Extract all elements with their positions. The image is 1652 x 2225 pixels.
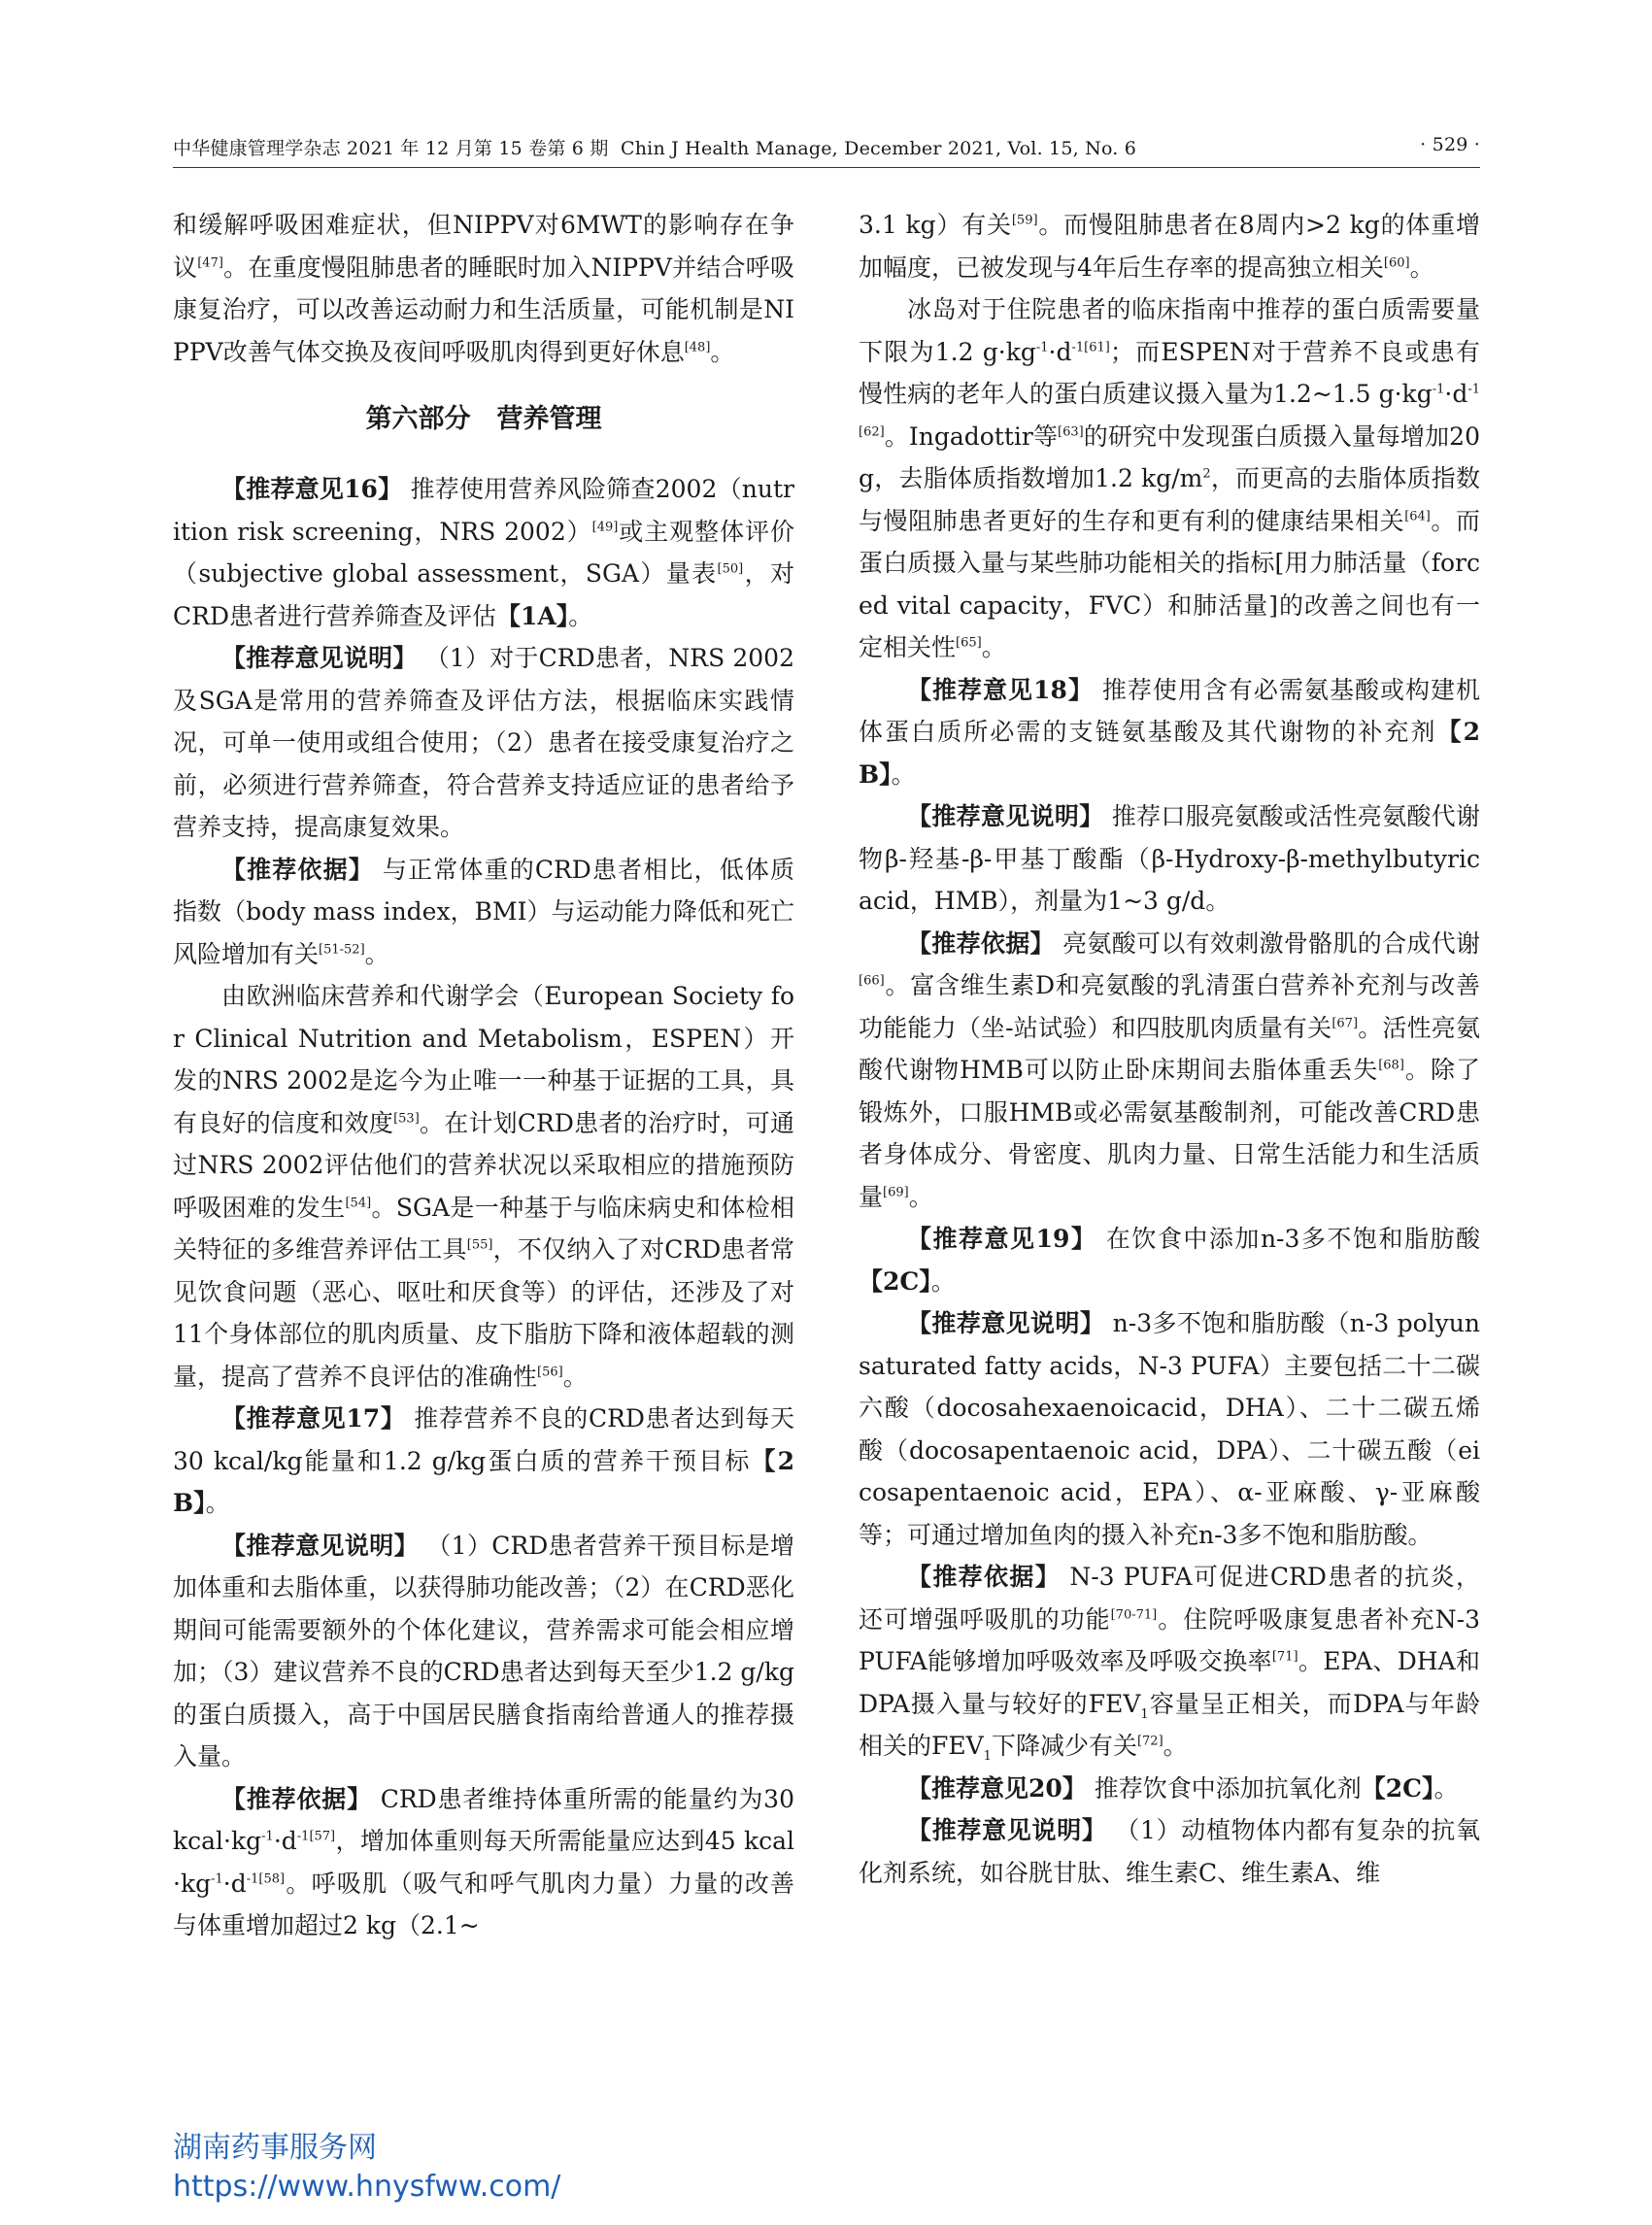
recommendation-label: 【推荐意见16】	[221, 475, 403, 503]
section-title: 第六部分 营养管理	[365, 404, 602, 434]
recommendation-basis: 【推荐依据】 CRD患者维持体重所需的能量约为30 $kcal\cdot kg^{-1}\cdot d^{-1[57]}$，增加体重则每天所需能量应达到45 $kcal\cdot kg^{-1}\cdot d^{-1[58]}$。呼吸肌（吸气和呼气肌肉力量）力量的改善与体重增加超过2 kg（2.1~	[173, 1784, 794, 1939]
recommendation-19: 【推荐意见19】 在饮食中添加n-3多不饱和脂肪酸【2C】。	[859, 1225, 1480, 1296]
recommendation-label: 【推荐意见17】	[221, 1404, 406, 1433]
paragraph: 冰岛对于住院患者的临床指南中推荐的蛋白质需要量下限为1.2 $g\cdot kg^{-1}\cdot d^{-1[61]}$；而ESPEN对于营养不良或患有慢性病的老年人的蛋白质建议摄入量为1.2~1.5 $g\cdot kg^{-1}\cdot d^{-1[62]}$。Ingadottir等[63]的研究中发现蛋白质摄入量每增加20g，去脂体质指数增加1.2 $kg/m^2$，而更高的去脂体质指数与慢阻肺患者更好的生存和更有利的健康结果相关[64]。而蛋白质摄入量与某些肺功能相关的指标[用力肺活量（forced vital capacity，FVC）和肺活量]的改善之间也有一定相关性[65]。	[859, 295, 1480, 661]
citation: [48]	[684, 340, 711, 355]
citation: [66]	[859, 973, 885, 989]
recommendation-18: 【推荐意见18】 推荐使用含有必需氨基酸或构建机体蛋白质所必需的支链氨基酸及其代谢物的补充剂【2B】。	[859, 675, 1480, 789]
journal-name-cn: 中华健康管理学杂志 2021 年 12 月第 15 卷第 6 期	[173, 138, 609, 159]
citation: -1[58]	[246, 1871, 286, 1887]
citation: [55]	[466, 1237, 493, 1253]
page-number: · 529 ·	[1420, 134, 1480, 155]
citation: [53]	[393, 1111, 420, 1127]
recommendation-16: 【推荐意见16】 推荐使用营养风险筛查2002（nutrition risk screening，NRS 2002）[49]或主观整体评价（subjective global assessment，SGA）量表[50]，对CRD患者进行营养筛查及评估【1A】。	[173, 475, 794, 630]
citation: [71]	[1271, 1649, 1298, 1665]
evidence-grade: 【1A】	[496, 601, 569, 630]
header-rule	[173, 167, 1480, 168]
recommendation-label: 【推荐依据】	[221, 1784, 372, 1813]
recommendation-note: 【推荐意见说明】 （1）CRD患者营养干预目标是增加体重和去脂体重，以获得肺功能改善；（2）在CRD恶化期间可能需要额外的个体化建议，营养需求可能会相应增加；（3）建议营养不良的CRD患者达到每天至少1.2 g/kg的蛋白质摄入，高于中国居民膳食指南给普通人的推荐摄入量。	[173, 1531, 795, 1770]
citation: [69]	[883, 1185, 909, 1200]
citation: [72]	[1136, 1734, 1163, 1749]
citation: [50]	[717, 561, 744, 577]
recommendation-label: 【推荐意见说明】	[907, 1816, 1107, 1844]
journal-name-en: Chin J Health Manage, December 2021, Vol. 15, No. 6	[621, 138, 1137, 159]
recommendation-note: 【推荐意见说明】 推荐口服亮氨酸或活性亮氨酸代谢物β-羟基-β-甲基丁酸酯（β-Hydroxy-β-methylbutyric acid，HMB），剂量为1~3 g/d。	[859, 802, 1480, 915]
recommendation-basis: 【推荐依据】 亮氨酸可以有效刺激骨骼肌的合成代谢[66]。富含维生素D和亮氨酸的乳清蛋白营养补充剂与改善功能能力（坐-站试验）和四肢肌肉质量有关[67]。活性亮氨酸代谢物HMB可以防止卧床期间去脂体重丢失[68]。除了锻炼外，口服HMB或必需氨基酸制剂，可能改善CRD患者身体成分、骨密度、肌肉力量、日常生活能力和生活质量[69]。	[859, 928, 1480, 1211]
citation: [68]	[1378, 1058, 1404, 1073]
recommendation-note: 【推荐意见说明】 （1）动植物体内都有复杂的抗氧化剂系统，如谷胱甘肽、维生素C、维生素A、维	[859, 1816, 1480, 1887]
recommendation-basis: 【推荐依据】 N-3 PUFA可促进CRD患者的抗炎，还可增强呼吸肌的功能[70-71]。住院呼吸康复患者补充N-3 PUFA能够增加呼吸效率及呼吸交换率[71]。EPA、DHA和DPA摄入量与较好的$FEV_1$容量呈正相关，而DPA与年龄相关的$FEV_1$下降减少有关[72]。	[859, 1563, 1480, 1764]
paragraph: 由欧洲临床营养和代谢学会（European Society for Clinical Nutrition and Metabolism，ESPEN）开发的NRS 2002是迄今为止唯一一种基于证据的工具，具有良好的信度和效度[53]。在计划CRD患者的治疗时，可通过NRS 2002评估他们的营养状况以采取相应的措施预防呼吸困难的发生[54]。SGA是一种基于与临床病史和体检相关特征的多维营养评估工具[55]，不仅纳入了对CRD患者常见饮食问题（恶心、呕吐和厌食等）的评估，还涉及了对11个身体部位的肌肉质量、皮下脂肪下降和液体超载的测量，提高了营养不良评估的准确性[56]。	[173, 982, 794, 1391]
evidence-grade: 【2C】	[859, 1266, 931, 1296]
evidence-grade: 【2C】	[1361, 1773, 1434, 1803]
watermark-site-name: 湖南药事服务网	[173, 2131, 377, 2165]
citation: [64]	[1404, 509, 1431, 524]
paragraph: 3.1 kg）有关[59]。而慢阻肺患者在8周内>2 kg的体重增加幅度，已被发现与4年后生存率的提高独立相关[60]。	[859, 211, 1481, 282]
recommendation-label: 【推荐意见20】	[907, 1773, 1087, 1803]
recommendation-basis: 【推荐依据】 与正常体重的CRD患者相比，低体质指数（body mass index，BMI）与运动能力降低和死亡风险增加有关[51-52]。	[173, 855, 794, 968]
watermark-url[interactable]: https://www.hnysfww.com/	[173, 2170, 561, 2204]
citation: -1[57]	[296, 1829, 336, 1844]
citation: [51-52]	[319, 942, 365, 958]
citation: [63]	[1058, 424, 1084, 440]
citation: -1[61]	[1071, 340, 1110, 355]
journal-citation	[173, 134, 1136, 160]
citation: -1[62]	[859, 382, 1480, 440]
recommendation-label: 【推荐意见说明】	[907, 802, 1104, 830]
right-column	[859, 204, 1480, 1894]
recommendation-note: 【推荐意见说明】 n-3多不饱和脂肪酸（n-3 polyunsaturated fatty acids，N-3 PUFA）主要包括二十二碳六酸（docosahexaenoicacid，DHA）、二十二碳五烯酸（docosapentaenoic acid，DPA）、二十碳五酸（eicosapentaenoic acid，EPA）、α-亚麻酸、γ-亚麻酸等；可通过增加鱼肉的摄入补充n-3多不饱和脂肪酸。	[859, 1309, 1480, 1549]
evidence-grade: 【2B】	[859, 718, 1480, 789]
recommendation-label: 【推荐依据】	[907, 928, 1055, 958]
citation: [47]	[197, 255, 223, 271]
running-header	[173, 134, 1480, 167]
evidence-grade: 【2B】	[173, 1446, 794, 1517]
citation: [65]	[956, 635, 982, 651]
recommendation-label: 【推荐意见说明】	[221, 644, 418, 672]
recommendation-label: 【推荐依据】	[221, 855, 374, 884]
left-column	[173, 204, 794, 1947]
citation: [60]	[1383, 255, 1410, 271]
citation: [67]	[1332, 1016, 1359, 1031]
watermark	[173, 2129, 560, 2207]
recommendation-label: 【推荐依据】	[907, 1563, 1062, 1591]
recommendation-label: 【推荐意见说明】	[221, 1531, 419, 1560]
citation: [59]	[1011, 213, 1038, 228]
citation: [70-71]	[1110, 1607, 1158, 1623]
citation: [49]	[591, 520, 619, 535]
recommendation-20: 【推荐意见20】 推荐饮食中添加抗氧化剂【2C】。	[907, 1773, 1459, 1803]
paragraph: 和缓解呼吸困难症状，但NIPPV对6MWT的影响存在争议[47]。在重度慢阻肺患者的睡眠时加入NIPPV并结合呼吸康复治疗，可以改善运动耐力和生活质量，可能机制是NIPPV改善气体交换及夜间呼吸肌肉得到更好休息[48]。	[173, 211, 794, 366]
citation: [54]	[345, 1196, 372, 1211]
recommendation-label: 【推荐意见19】	[907, 1225, 1097, 1253]
recommendation-label: 【推荐意见说明】	[907, 1309, 1105, 1337]
recommendation-label: 【推荐意见18】	[907, 675, 1094, 704]
recommendation-17: 【推荐意见17】 推荐营养不良的CRD患者达到每天30 kcal/kg能量和1.2 g/kg蛋白质的营养干预目标【2B】。	[173, 1404, 795, 1517]
recommendation-note: 【推荐意见说明】 （1）对于CRD患者，NRS 2002及SGA是常用的营养筛查及评估方法，根据临床实践情况，可单一使用或组合使用；（2）患者在接受康复治疗之前，必须进行营养筛查，符合营养支持适应证的患者给予营养支持，提高康复效果。	[173, 644, 794, 841]
citation: [56]	[537, 1365, 563, 1380]
